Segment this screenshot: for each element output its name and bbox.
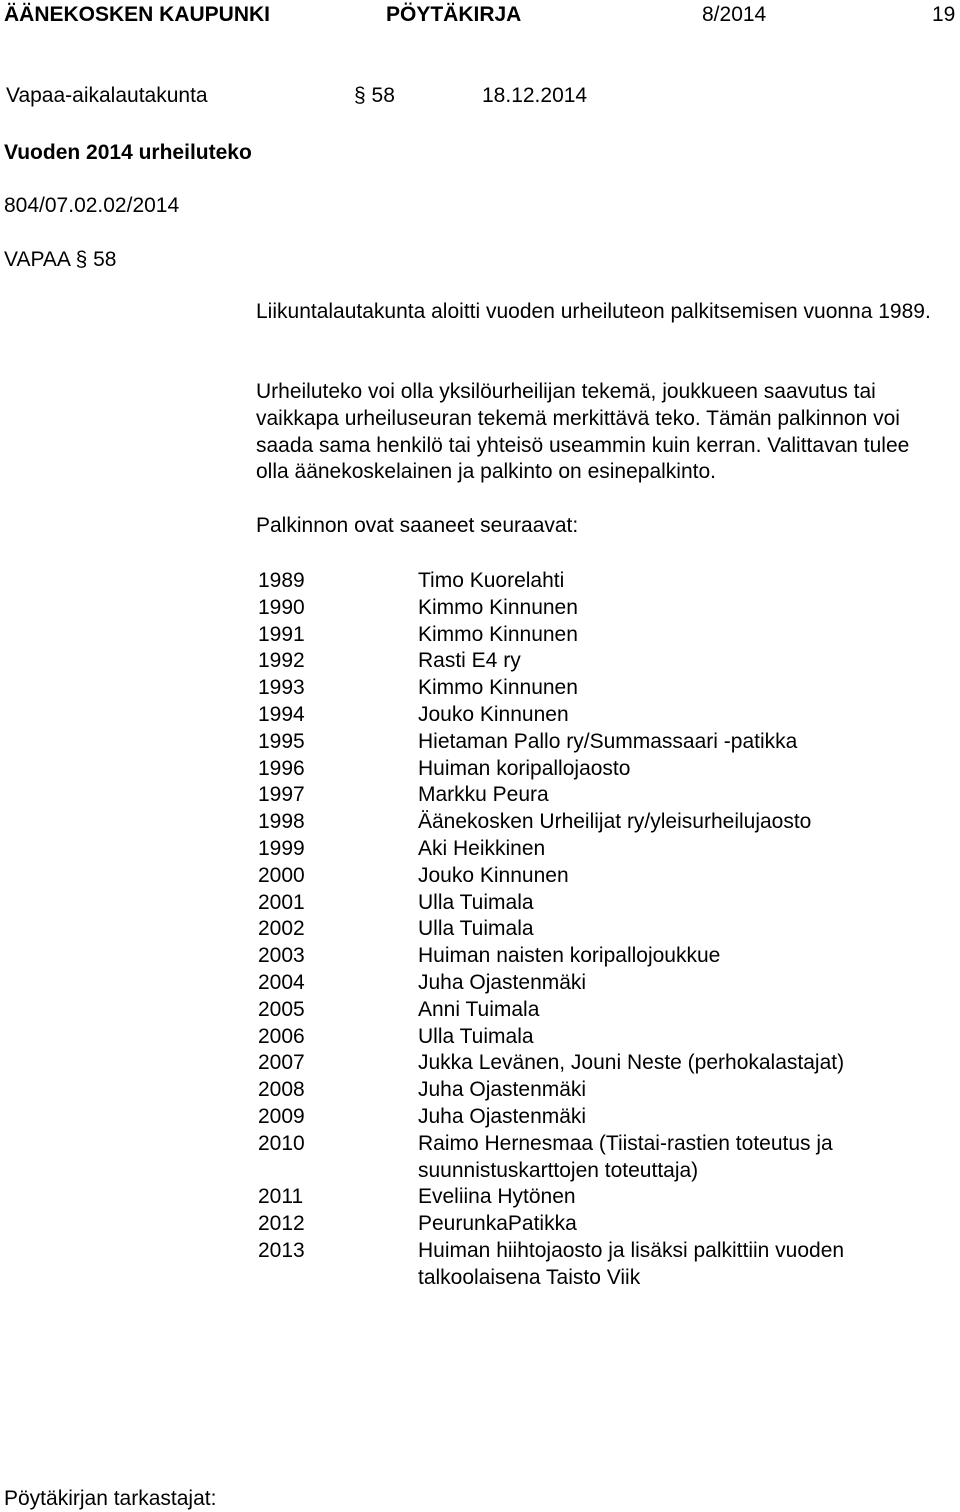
award-recipient: PeurunkaPatikka bbox=[418, 1212, 577, 1236]
list-item bbox=[258, 1024, 948, 1051]
award-recipient: Kimmo Kinnunen bbox=[418, 622, 578, 646]
footer-label: Pöytäkirjan tarkastajat: bbox=[4, 1487, 217, 1510]
list-item bbox=[258, 997, 948, 1024]
award-recipient: Äänekosken Urheilijat ry/yleisurheilujaosto bbox=[418, 810, 812, 834]
award-year: 1996 bbox=[258, 756, 305, 780]
list-item bbox=[258, 836, 948, 863]
list-item bbox=[258, 1050, 948, 1077]
award-year: 1990 bbox=[258, 595, 305, 619]
award-year: 2004 bbox=[258, 970, 305, 994]
list-item bbox=[258, 729, 948, 756]
list-item bbox=[258, 1238, 948, 1292]
award-recipient: Ulla Tuimala bbox=[418, 890, 534, 914]
award-year: 1994 bbox=[258, 702, 305, 726]
list-item bbox=[258, 568, 948, 595]
organization-name: ÄÄNEKOSKEN KAUPUNKI bbox=[4, 3, 271, 26]
list-item bbox=[258, 1131, 948, 1185]
list-item bbox=[258, 916, 948, 943]
list-item bbox=[258, 809, 948, 836]
document-type: PÖYTÄKIRJA bbox=[386, 3, 522, 26]
award-year: 1993 bbox=[258, 676, 305, 700]
list-item bbox=[258, 943, 948, 970]
award-recipient: Juha Ojastenmäki bbox=[418, 1104, 587, 1128]
list-item bbox=[258, 1184, 948, 1211]
award-recipient: Hietaman Pallo ry/Summassaari -patikka bbox=[418, 729, 798, 753]
award-recipient: Raimo Hernesmaa (Tiistai-rastien toteutus ja suunnistuskarttojen toteuttaja) bbox=[418, 1131, 833, 1182]
list-item bbox=[258, 970, 948, 997]
paragraph-intro bbox=[256, 299, 946, 326]
award-year: 2001 bbox=[258, 890, 305, 914]
page-number: 19 bbox=[932, 3, 956, 26]
paragraph-recipients-intro-text: Palkinnon ovat saaneet seuraavat: bbox=[256, 514, 579, 537]
award-year: 1995 bbox=[258, 729, 305, 753]
award-recipient: Markku Peura bbox=[418, 783, 549, 807]
award-year: 2005 bbox=[258, 997, 305, 1021]
section-reference: VAPAA § 58 bbox=[4, 248, 117, 271]
list-item bbox=[258, 782, 948, 809]
award-year: 2008 bbox=[258, 1078, 305, 1102]
document-number: 8/2014 bbox=[702, 3, 767, 26]
award-recipient: Huiman koripallojaosto bbox=[418, 756, 631, 780]
award-recipient: Eveliina Hytönen bbox=[418, 1185, 576, 1209]
award-recipient: Ulla Tuimala bbox=[418, 917, 534, 941]
award-recipient: Timo Kuorelahti bbox=[418, 569, 565, 592]
list-item bbox=[258, 702, 948, 729]
list-item bbox=[258, 863, 948, 890]
paragraph-recipients-intro bbox=[256, 513, 946, 540]
award-year: 1998 bbox=[258, 810, 305, 834]
award-recipient: Jouko Kinnunen bbox=[418, 863, 569, 887]
list-item bbox=[258, 1104, 948, 1131]
list-item bbox=[258, 622, 948, 649]
award-recipient: Kimmo Kinnunen bbox=[418, 676, 578, 700]
list-item bbox=[258, 1077, 948, 1104]
list-item bbox=[258, 595, 948, 622]
award-year: 1999 bbox=[258, 836, 305, 860]
meeting-date: 18.12.2014 bbox=[482, 84, 588, 107]
award-recipient: Ulla Tuimala bbox=[418, 1024, 534, 1048]
award-year: 2000 bbox=[258, 863, 305, 887]
award-recipient: Rasti E4 ry bbox=[418, 649, 521, 673]
award-year: 2003 bbox=[258, 944, 305, 968]
award-recipient: Juha Ojastenmäki bbox=[418, 1078, 587, 1102]
list-item bbox=[258, 1211, 948, 1238]
item-reference: 804/07.02.02/2014 bbox=[4, 194, 180, 217]
award-recipient: Jukka Levänen, Jouni Neste (perhokalastajat) bbox=[418, 1051, 845, 1075]
list-item bbox=[258, 890, 948, 917]
board-name: Vapaa-aikalautakunta bbox=[6, 84, 208, 107]
award-year: 1989 bbox=[258, 569, 305, 592]
award-year: 1992 bbox=[258, 649, 305, 673]
award-year: 1997 bbox=[258, 783, 305, 807]
list-item bbox=[258, 648, 948, 675]
paragraph-description bbox=[256, 379, 946, 486]
award-year: 2010 bbox=[258, 1131, 305, 1155]
award-recipient: Juha Ojastenmäki bbox=[418, 970, 587, 994]
award-year: 2006 bbox=[258, 1024, 305, 1048]
award-recipient: Jouko Kinnunen bbox=[418, 702, 569, 726]
list-item bbox=[258, 675, 948, 702]
item-title: Vuoden 2014 urheiluteko bbox=[4, 141, 252, 164]
award-year: 2011 bbox=[258, 1185, 304, 1209]
award-year: 1991 bbox=[258, 622, 305, 646]
award-recipient: Anni Tuimala bbox=[418, 997, 540, 1021]
award-year: 2012 bbox=[258, 1212, 305, 1236]
paragraph-description-text: Urheiluteko voi olla yksilöurheilijan tekemä, joukkueen saavutus tai vaikkapa urheiluseuran tekemä merkittävä teko. Tämän palkinnon voi saada sama henkilö tai yhteisö useammin kuin kerran. Valittavan tulee olla äänekoskelainen ja palkinto on esinepalkinto. bbox=[256, 380, 910, 484]
paragraph-intro-text: Liikuntalautakunta aloitti vuoden urheiluteon palkitsemisen vuonna 1989. bbox=[256, 300, 931, 323]
award-recipient: Aki Heikkinen bbox=[418, 836, 546, 860]
award-recipient: Kimmo Kinnunen bbox=[418, 595, 578, 619]
award-year: 2013 bbox=[258, 1238, 305, 1262]
award-year: 2009 bbox=[258, 1104, 305, 1128]
awards-list bbox=[258, 568, 948, 1292]
list-item bbox=[258, 756, 948, 783]
award-recipient: Huiman hiihtojaosto ja lisäksi palkittiin vuoden talkoolaisena Taisto Viik bbox=[418, 1238, 845, 1289]
award-year: 2002 bbox=[258, 917, 305, 941]
award-year: 2007 bbox=[258, 1051, 305, 1075]
section-number: § 58 bbox=[354, 84, 395, 107]
award-recipient: Huiman naisten koripallojoukkue bbox=[418, 944, 721, 968]
